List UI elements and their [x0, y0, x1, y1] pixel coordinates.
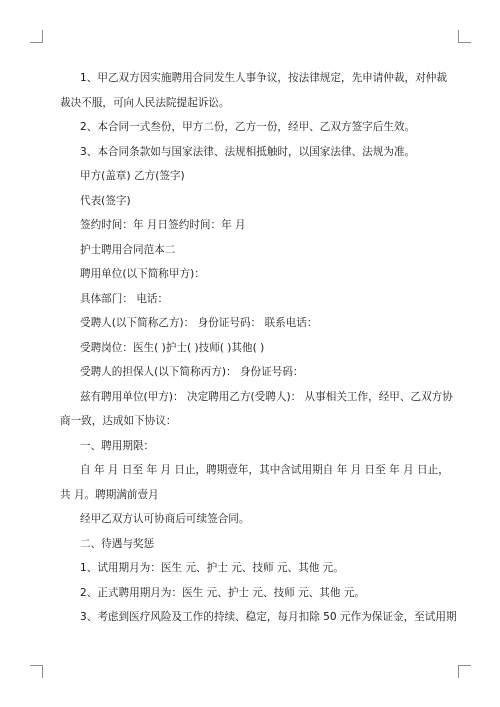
field-guarantor: 受聘人的担保人(以下简称丙方)： 身份证号码： [80, 366, 304, 378]
paragraph-agreement-line-2: 商一致，达成如下协议： [60, 415, 177, 427]
crop-mark-top-right [458, 30, 471, 43]
heading-compensation: 二、待遇与奖惩 [80, 537, 155, 550]
paragraph-probation-pay: 1、试用期月为：医生 元、护士 元、技师 元、其他 元。 [80, 562, 344, 574]
signature-dates: 签约时间：年 月日签约时间：年 月 [80, 219, 246, 231]
field-position: 受聘岗位：医生( )护士( )技师( )其他( ) [80, 341, 265, 354]
signature-parties: 甲方(盖章) 乙方(签字) [80, 170, 185, 182]
signature-representative: 代表(签字) [80, 194, 131, 207]
field-employer: 聘用单位(以下简称甲方)： [80, 268, 205, 280]
paragraph-term-line-2: 共 月。聘期满前壹月 [60, 488, 159, 501]
crop-mark-top-left [30, 30, 43, 43]
paragraph-renewal: 经甲乙双方认可协商后可续签合同。 [80, 513, 250, 525]
paragraph-copies: 2、本合同一式叁份，甲方二份，乙方一份，经甲、乙双方签字后生效。 [80, 121, 416, 133]
field-department-phone: 具体部门： 电话： [80, 292, 169, 305]
crop-mark-bottom-right [458, 665, 471, 678]
paragraph-dispute-line-1: 1、甲乙双方因实施聘用合同发生人事争议，按法律规定，先申请仲裁，对仲裁 [80, 72, 447, 84]
paragraph-term-line-1: 自 年 月 日至 年 月 日止，聘期壹年，其中含试用期自 年 月 日至 年 月 日止， [80, 464, 449, 476]
document-body [60, 66, 457, 630]
field-employee: 受聘人(以下简称乙方)： 身份证号码： 联系电话： [80, 317, 318, 329]
paragraph-dispute-line-2: 裁决不服，可向人民法院提起诉讼。 [60, 96, 230, 109]
paragraph-law-priority: 3、本合同条款如与国家法律、法规相抵触时，以国家法律、法规为准。 [80, 145, 416, 158]
section-title-template-two: 护士聘用合同范本二 [80, 243, 176, 256]
paragraph-formal-pay: 2、正式聘用期月为：医生 元、护士 元、技师 元、其他 元。 [80, 586, 366, 599]
paragraph-deposit: 3、考虑到医疗风险及工作的持续、稳定，每月扣除 50 元作为保证金，至试用期 [80, 611, 457, 623]
crop-mark-bottom-left [30, 665, 43, 678]
paragraph-agreement-line-1: 兹有聘用单位(甲方)： 决定聘用乙方(受聘人)： 从事相关工作，经甲、乙双方协 [80, 390, 453, 403]
heading-term: 一、聘用期限： [80, 439, 155, 452]
